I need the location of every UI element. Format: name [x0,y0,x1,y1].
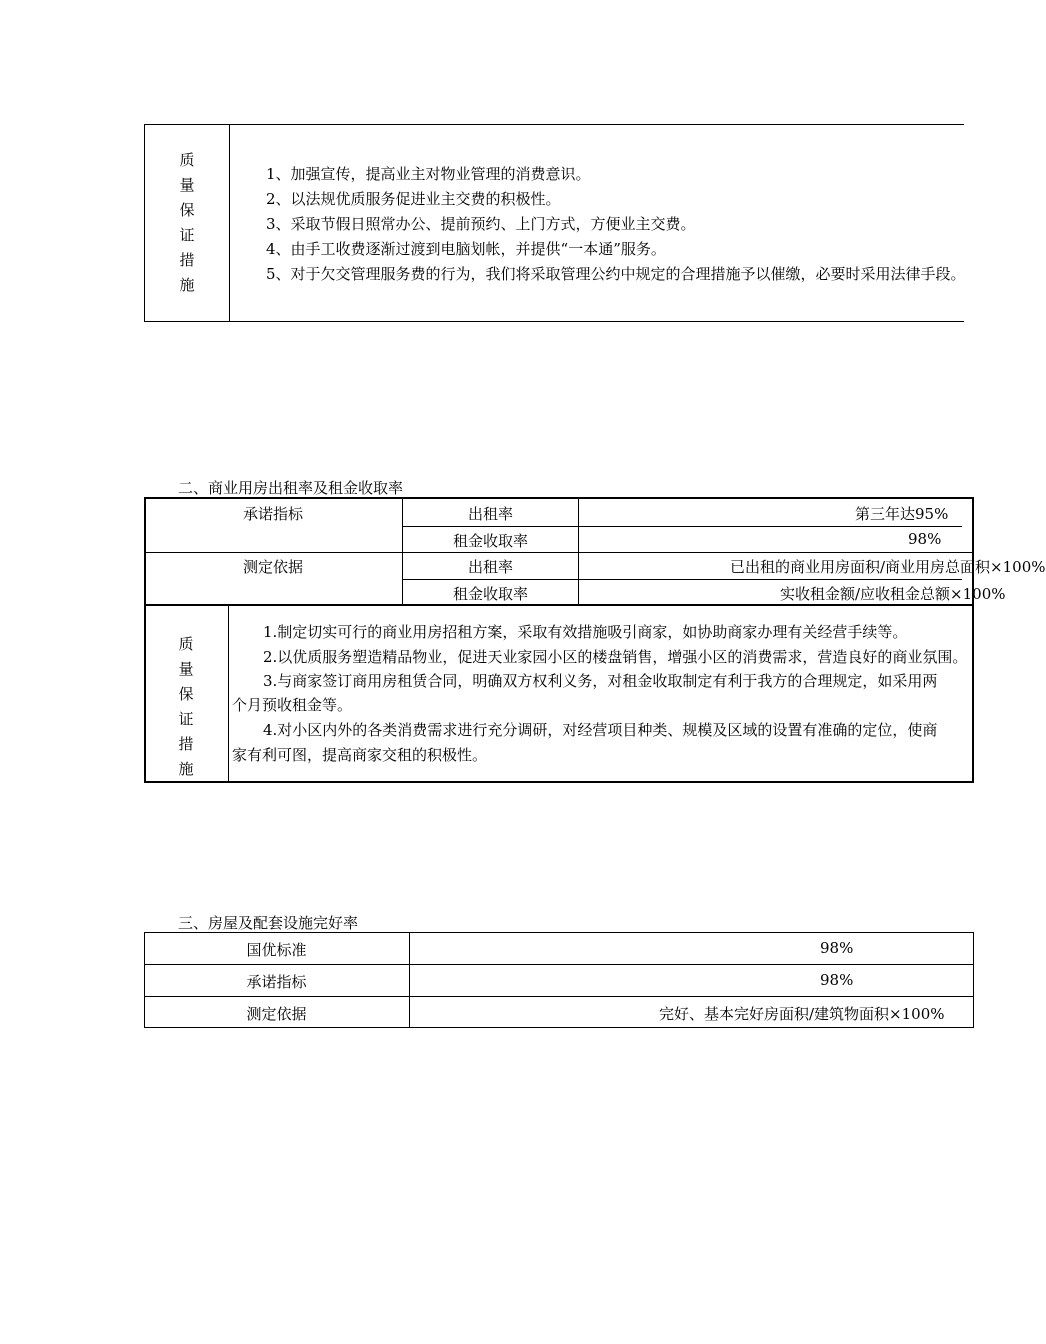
row-line [144,604,974,606]
table-1-content [230,124,966,322]
label-char: 量 [178,660,194,678]
facility-table [144,932,950,1028]
measure-item: 4、由手工收费逐渐过渡到电脑划帐，并提供“一本通”服务。 [266,240,666,258]
label-char: 质 [179,151,195,169]
rental-measure-line: 2.以优质服务塑造精品物业，促进天业家园小区的楼盘销售，增强小区的消费需求，营造良好的商业氛围。 [263,648,968,666]
rental-measure-line: 1.制定切实可行的商业用房招租方案，采取有效措施吸引商家，如协助商家办理有关经营手续等。 [263,623,908,641]
facility-row-label: 测定依据 [246,1005,307,1023]
table-1-label [145,148,229,298]
rental-measures-label [144,632,228,782]
row-line [144,964,974,965]
facility-row-label: 承诺指标 [246,973,307,991]
occupancy-label: 出租率 [467,505,513,523]
basis-label: 测定依据 [242,558,303,576]
facility-row-label: 国优标准 [246,941,307,959]
label-char: 施 [179,276,195,294]
col-line [409,932,410,1028]
label-char: 措 [179,251,195,269]
measure-item: 1、加强宣传，提高业主对物业管理的消费意识。 [266,165,591,183]
label-char: 证 [179,226,195,244]
measure-item: 2、以法规优质服务促进业主交费的积极性。 [266,190,561,208]
section-3-heading: 三、房屋及配套设施完好率 [178,914,359,932]
collection-label: 租金收取率 [452,532,528,550]
row-line [144,552,974,553]
occupancy-label: 出租率 [467,558,513,576]
rental-table [144,497,1046,783]
basis-collection-value: 实收租金额/应收租金总额×100% [780,585,1006,603]
measure-item: 5、对于欠交管理服务费的行为，我们将采取管理公约中规定的合理措施予以催缴，必要时采用法律手段。 [266,265,966,283]
col-line [578,497,579,605]
rental-measure-line: 4.对小区内外的各类消费需求进行充分调研，对经营项目种类、规模及区域的设置有准确的定位，使商 [263,721,938,739]
rental-measure-line: 3.与商家签订商用房租赁合同，明确双方权利义务，对租金收取制定有利于我方的合理规定，如采用两 [263,672,938,690]
label-char: 措 [178,735,194,753]
commitment-occupancy-value: 第三年达95% [855,505,949,523]
rental-measure-line: 个月预收租金等。 [232,696,353,714]
commitment-label: 承诺指标 [242,505,303,523]
label-char: 保 [178,685,194,703]
basis-occupancy-value: 已出租的商业用房面积/商业用房总面积×100% [730,558,1046,576]
col-line [228,605,229,783]
label-char: 证 [178,710,194,728]
commitment-collection-value: 98% [908,530,942,548]
label-char: 施 [178,760,194,778]
row-line [144,996,974,997]
facility-row-value: 98% [820,939,854,957]
facility-row-value: 98% [820,971,854,989]
measure-item: 3、采取节假日照常办公、提前预约、上门方式，方便业主交费。 [266,215,696,233]
label-char: 量 [179,176,195,194]
label-char: 质 [178,635,194,653]
rental-measure-line: 家有利可图，提高商家交租的积极性。 [232,746,488,764]
row-line [402,579,962,580]
collection-label: 租金收取率 [452,585,528,603]
row-line [402,526,962,527]
facility-row-value: 完好、基本完好房面积/建筑物面积×100% [659,1005,945,1023]
section-2-heading: 二、商业用房出租率及租金收取率 [178,479,404,497]
label-char: 保 [179,201,195,219]
